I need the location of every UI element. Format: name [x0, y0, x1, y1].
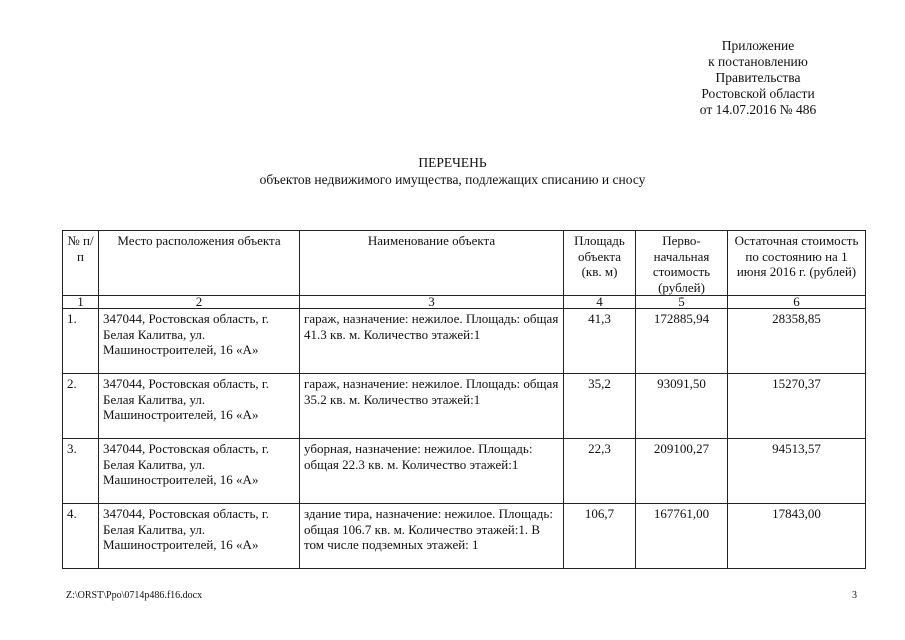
- column-number: 3: [300, 296, 564, 309]
- annex-line: от 14.07.2016 № 486: [699, 102, 817, 117]
- row-area: 41,3: [564, 309, 636, 374]
- column-number: 4: [564, 296, 636, 309]
- row-address: 347044, Ростовская область, г. Белая Калитва, ул. Машиностроителей, 16 «А»: [99, 309, 300, 374]
- row-address: 347044, Ростовская область, г. Белая Калитва, ул. Машиностроителей, 16 «А»: [99, 374, 300, 439]
- row-initial-cost: 93091,50: [636, 374, 728, 439]
- header-area: Площадь объекта (кв. м): [564, 231, 636, 296]
- column-number-row: [63, 296, 866, 309]
- header-location: Место расположения объекта: [99, 231, 300, 296]
- column-number: 5: [636, 296, 728, 309]
- table-row: [63, 504, 866, 569]
- annex-line: Правительства: [715, 70, 801, 85]
- row-number: 3.: [63, 439, 99, 504]
- row-residual-cost: 28358,85: [728, 309, 866, 374]
- title-heading: ПЕРЕЧЕНЬ: [418, 155, 487, 170]
- annex-line: Приложение: [721, 38, 795, 53]
- row-object-name: гараж, назначение: нежилое. Площадь: общая 41.3 кв. м. Количество этажей:1: [300, 309, 564, 374]
- header-number: № п/п: [63, 231, 99, 296]
- row-object-name: гараж, назначение: нежилое. Площадь: общая 35.2 кв. м. Количество этажей:1: [300, 374, 564, 439]
- footer-page-number: 3: [852, 590, 857, 601]
- row-number: 1.: [63, 309, 99, 374]
- row-initial-cost: 167761,00: [636, 504, 728, 569]
- row-residual-cost: 17843,00: [728, 504, 866, 569]
- annex-line: к постановлению: [708, 54, 808, 69]
- annex-block: [660, 38, 856, 118]
- row-address: 347044, Ростовская область, г. Белая Калитва, ул. Машиностроителей, 16 «А»: [99, 504, 300, 569]
- table-row: [63, 374, 866, 439]
- row-residual-cost: 94513,57: [728, 439, 866, 504]
- header-residual-cost: Остаточная стоимость по состоянию на 1 июня 2016 г. (рублей): [728, 231, 866, 296]
- row-area: 106,7: [564, 504, 636, 569]
- document-title: [0, 154, 905, 188]
- row-number: 4.: [63, 504, 99, 569]
- table-row: [63, 439, 866, 504]
- row-object-name: здание тира, назначение: нежилое. Площадь: общая 106.7 кв. м. Количество этажей:1. В том числе подземных этажей: 1: [300, 504, 564, 569]
- column-number: 2: [99, 296, 300, 309]
- row-area: 22,3: [564, 439, 636, 504]
- table-row: [63, 309, 866, 374]
- row-residual-cost: 15270,37: [728, 374, 866, 439]
- title-subheading: объектов недвижимого имущества, подлежащих списанию и сносу: [259, 172, 646, 187]
- column-number: 1: [63, 296, 99, 309]
- row-initial-cost: 209100,27: [636, 439, 728, 504]
- annex-line: Ростовской области: [701, 86, 815, 101]
- header-object-name: Наименование объекта: [300, 231, 564, 296]
- column-number: 6: [728, 296, 866, 309]
- objects-table: [62, 230, 866, 569]
- row-number: 2.: [63, 374, 99, 439]
- row-area: 35,2: [564, 374, 636, 439]
- row-object-name: уборная, назначение: нежилое. Площадь: общая 22.3 кв. м. Количество этажей:1: [300, 439, 564, 504]
- footer-file-path: Z:\ORST\Ppo\0714p486.f16.docx: [66, 590, 203, 601]
- row-initial-cost: 172885,94: [636, 309, 728, 374]
- row-address: 347044, Ростовская область, г. Белая Калитва, ул. Машиностроителей, 16 «А»: [99, 439, 300, 504]
- table-header-row: [63, 231, 866, 296]
- header-initial-cost: Перво-начальная стоимость (рублей): [636, 231, 728, 296]
